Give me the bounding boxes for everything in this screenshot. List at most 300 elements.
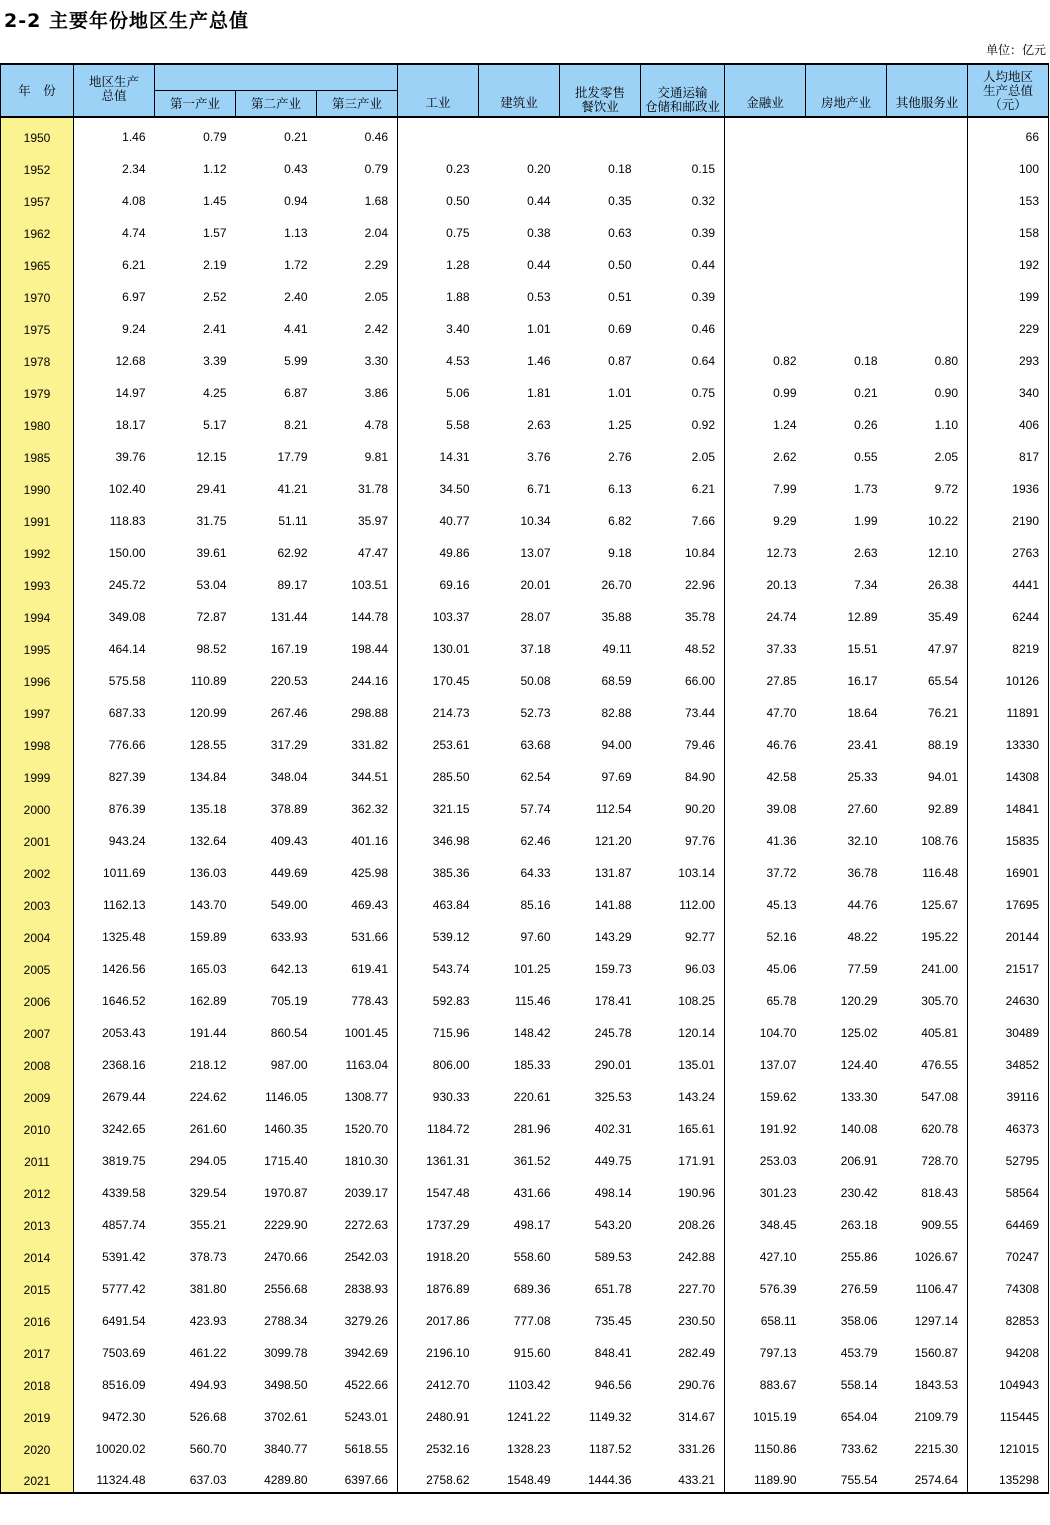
cell-real-estate: 1.99 [854,514,878,528]
cell-construction: 37.18 [520,642,551,656]
cell-transport: 0.39 [691,290,715,304]
cell-gdp: 5391.42 [102,1250,146,1264]
header-finance: 金融业 [725,64,806,117]
cell-per-capita: 817 [968,437,1049,469]
cell-real-estate: 0.55 [854,450,878,464]
cell-tertiary: 5243.01 [344,1410,388,1424]
cell-per-capita: 115445 [968,1397,1049,1429]
cell-gdp: 4857.74 [102,1218,146,1232]
cell-transport: 0.44 [691,258,715,272]
cell-construction: 85.16 [520,898,551,912]
cell-tertiary: 1001.45 [344,1026,388,1040]
cell-wholesale: 0.18 [608,162,632,176]
cell-gdp: 9.24 [122,322,146,336]
cell-industry: 285.50 [398,757,479,789]
cell-per-capita: 16901 [968,853,1049,885]
cell-other-services: 728.70 [921,1154,958,1168]
cell-year: 1980 [1,405,74,437]
cell-secondary: 3498.50 [264,1378,308,1392]
cell-tertiary: 31.78 [357,482,388,496]
cell-year: 2014 [1,1237,74,1269]
cell-construction: 63.68 [520,738,551,752]
table-row [1,1397,1049,1429]
cell-wholesale: 26.70 [601,578,632,592]
header-year: 年 份 [1,64,74,117]
cell-per-capita: 10126 [968,661,1049,693]
table-row [1,149,1049,181]
cell-per-capita: 2763 [968,533,1049,565]
cell-other-services: 116.48 [922,866,958,880]
cell-primary: 355.21 [189,1218,227,1232]
table-row [1,1173,1049,1205]
cell-industry: 34.50 [398,469,479,501]
cell-year: 2000 [1,789,74,821]
cell-tertiary: 4.78 [364,418,388,432]
header-primary: 第一产业 [155,91,236,118]
cell-wholesale: 2.76 [608,450,632,464]
cell-gdp: 18.17 [115,418,146,432]
cell-primary: 560.70 [189,1442,227,1456]
cell-wholesale: 121.20 [594,834,632,848]
cell-real-estate [806,181,887,213]
cell-transport: 433.21 [641,1461,725,1493]
cell-secondary: 4.41 [284,322,308,336]
cell-per-capita: 293 [968,341,1049,373]
cell-wholesale: 290.01 [594,1058,632,1072]
cell-other-services [887,149,968,181]
cell-year: 2012 [1,1173,74,1205]
table-row [1,789,1049,821]
cell-construction: 57.74 [520,802,551,816]
header-per-capita: 人均地区 生产总值 （元） [968,64,1049,117]
header-transport: 交通运输 仓储和邮政业 [641,64,725,117]
cell-per-capita: 121015 [968,1429,1049,1461]
cell-gdp: 7503.69 [102,1346,146,1360]
cell-gdp: 10020.02 [95,1442,146,1456]
cell-industry: 130.01 [398,629,479,661]
cell-year: 1991 [1,501,74,533]
cell-primary: 218.12 [189,1058,227,1072]
cell-per-capita: 66 [968,117,1049,149]
cell-wholesale [560,117,641,149]
cell-other-services: 88.19 [927,738,958,752]
cell-finance: 9.29 [725,501,806,533]
cell-gdp: 12.68 [115,354,146,368]
cell-per-capita: 15835 [968,821,1049,853]
cell-gdp: 4.74 [122,226,146,240]
cell-finance: 52.16 [725,917,806,949]
cell-wholesale: 131.87 [594,866,632,880]
cell-tertiary: 198.44 [351,642,388,656]
table-row [1,1045,1049,1077]
cell-year: 2009 [1,1077,74,1109]
cell-year: 1985 [1,437,74,469]
cell-other-services: 35.49 [927,610,958,624]
cell-per-capita: 135298 [968,1461,1049,1493]
cell-per-capita: 340 [968,373,1049,405]
cell-construction: 1.46 [527,354,551,368]
cell-secondary: 409.43 [270,834,308,848]
cell-wholesale: 6.13 [608,482,632,496]
cell-year: 2004 [1,917,74,949]
cell-gdp: 102.40 [108,482,146,496]
cell-tertiary: 244.16 [351,674,388,688]
cell-wholesale: 141.88 [594,898,632,912]
cell-gdp: 827.39 [108,770,146,784]
cell-construction: 361.52 [513,1154,551,1168]
cell-other-services: 305.70 [921,994,958,1008]
cell-other-services: 94.01 [927,770,958,784]
cell-secondary: 1715.40 [264,1154,308,1168]
cell-secondary: 705.19 [270,994,308,1008]
cell-other-services: 2574.64 [887,1461,968,1493]
cell-secondary: 348.04 [270,770,308,784]
cell-transport: 0.92 [691,418,715,432]
cell-gdp: 150.00 [108,546,146,560]
cell-year: 2018 [1,1365,74,1397]
cell-construction: 777.08 [513,1314,551,1328]
table-row [1,1109,1049,1141]
cell-tertiary: 2.05 [364,290,388,304]
cell-finance: 576.39 [725,1269,806,1301]
cell-finance: 301.23 [725,1173,806,1205]
cell-per-capita: 21517 [968,949,1049,981]
cell-per-capita: 8219 [968,629,1049,661]
cell-real-estate: 120.29 [840,994,878,1008]
table-row [1,1237,1049,1269]
cell-secondary: 267.46 [270,706,308,720]
cell-real-estate: 558.14 [840,1378,878,1392]
cell-secondary: 642.13 [270,962,308,976]
cell-other-services: 476.55 [921,1058,958,1072]
table-row [1,981,1049,1013]
cell-industry: 40.77 [398,501,479,533]
cell-finance: 2.62 [725,437,806,469]
cell-secondary: 6.87 [284,386,308,400]
cell-transport: 73.44 [684,706,715,720]
cell-construction: 20.01 [520,578,551,592]
cell-real-estate: 453.79 [840,1346,878,1360]
cell-per-capita: 74308 [968,1269,1049,1301]
table-row [1,117,1049,149]
cell-wholesale: 848.41 [594,1346,632,1360]
cell-per-capita: 2190 [968,501,1049,533]
cell-other-services: 2109.79 [914,1410,958,1424]
cell-secondary: 987.00 [270,1058,308,1072]
cell-other-services: 76.21 [927,706,958,720]
cell-finance: 1.24 [725,405,806,437]
cell-other-services: 818.43 [921,1186,958,1200]
cell-year: 1996 [1,661,74,693]
cell-industry: 0.23 [398,149,479,181]
cell-transport: 92.77 [684,930,715,944]
cell-other-services: 47.97 [927,642,958,656]
cell-other-services: 195.22 [921,930,958,944]
cell-construction: 101.25 [513,962,551,976]
cell-primary: 637.03 [155,1461,236,1493]
cell-industry: 1361.31 [398,1141,479,1173]
header-wholesale: 批发零售 餐饮业 [560,64,641,117]
cell-wholesale: 6.82 [608,514,632,528]
cell-real-estate: 140.08 [840,1122,878,1136]
cell-industry: 14.31 [398,437,479,469]
cell-secondary: 1970.87 [264,1186,308,1200]
header-spacer [155,64,236,91]
cell-construction: 498.17 [513,1218,551,1232]
cell-tertiary: 9.81 [364,450,388,464]
table-row [1,1077,1049,1109]
cell-primary: 120.99 [189,706,227,720]
cell-industry: 463.84 [398,885,479,917]
cell-wholesale: 543.20 [594,1218,632,1232]
cell-tertiary: 1308.77 [344,1090,388,1104]
cell-other-services [887,117,968,149]
cell-tertiary: 0.46 [364,130,388,144]
cell-primary: 4.25 [203,386,227,400]
cell-industry: 1184.72 [398,1109,479,1141]
cell-year: 1970 [1,277,74,309]
cell-finance: 348.45 [725,1205,806,1237]
cell-transport: 2.05 [691,450,715,464]
cell-finance: 45.13 [725,885,806,917]
cell-finance: 191.92 [725,1109,806,1141]
cell-per-capita: 24630 [968,981,1049,1013]
cell-gdp: 1011.69 [103,866,146,880]
cell-year: 2008 [1,1045,74,1077]
cell-year: 1995 [1,629,74,661]
cell-primary: 72.87 [196,610,227,624]
cell-finance: 0.82 [725,341,806,373]
cell-transport: 120.14 [678,1026,715,1040]
cell-gdp: 1162.13 [103,898,146,912]
cell-year: 2002 [1,853,74,885]
cell-transport: 84.90 [684,770,715,784]
cell-other-services [887,277,968,309]
cell-other-services: 1026.67 [914,1250,958,1264]
cell-real-estate: 48.22 [847,930,878,944]
cell-per-capita: 192 [968,245,1049,277]
table-row [1,213,1049,245]
cell-tertiary: 298.88 [351,706,388,720]
header-real-estate: 房地产业 [806,64,887,117]
cell-year: 2016 [1,1301,74,1333]
cell-other-services: 405.81 [921,1026,958,1040]
cell-secondary: 317.29 [270,738,308,752]
table-row [1,885,1049,917]
cell-industry: 2758.62 [398,1461,479,1493]
cell-wholesale: 1.25 [608,418,632,432]
cell-tertiary: 144.78 [351,610,388,624]
cell-per-capita: 104943 [968,1365,1049,1397]
cell-primary: 128.55 [189,738,227,752]
cell-tertiary: 2.29 [364,258,388,272]
header-gdp: 地区生产 总值 [74,64,155,117]
table-row [1,725,1049,757]
cell-tertiary: 344.51 [351,770,388,784]
cell-tertiary: 47.47 [357,546,388,560]
cell-gdp: 14.97 [115,386,146,400]
cell-real-estate [806,277,887,309]
cell-tertiary: 531.66 [351,930,388,944]
cell-gdp: 687.33 [108,706,146,720]
cell-construction [479,117,560,149]
cell-year: 1993 [1,565,74,597]
cell-year: 1957 [1,181,74,213]
cell-other-services: 125.67 [921,898,958,912]
table-row [1,1461,1049,1493]
cell-per-capita: 1936 [968,469,1049,501]
cell-primary: 1.45 [203,194,227,208]
cell-wholesale: 0.63 [608,226,632,240]
cell-year: 2007 [1,1013,74,1045]
cell-industry [398,117,479,149]
cell-real-estate: 230.42 [840,1186,878,1200]
table-row [1,1429,1049,1461]
cell-transport: 165.61 [678,1122,715,1136]
table-row [1,437,1049,469]
cell-primary: 494.93 [189,1378,227,1392]
cell-construction: 558.60 [513,1250,551,1264]
cell-tertiary: 0.79 [364,162,388,176]
cell-real-estate: 18.64 [847,706,878,720]
cell-per-capita: 46373 [968,1109,1049,1141]
table-row [1,245,1049,277]
cell-transport: 48.52 [684,642,715,656]
cell-transport: 0.39 [691,226,715,240]
cell-transport: 0.46 [691,322,715,336]
cell-secondary: 51.11 [278,514,308,528]
cell-primary: 1.12 [203,162,227,176]
cell-gdp: 39.76 [115,450,146,464]
cell-per-capita: 14308 [968,757,1049,789]
cell-transport: 282.49 [678,1346,715,1360]
cell-secondary: 3702.61 [264,1410,308,1424]
cell-industry: 103.37 [398,597,479,629]
cell-real-estate [806,245,887,277]
cell-real-estate: 0.18 [854,354,878,368]
cell-secondary: 1.72 [284,258,308,272]
cell-construction: 28.07 [520,610,551,624]
cell-real-estate: 36.78 [847,866,878,880]
cell-transport: 90.20 [684,802,715,816]
cell-gdp: 2679.44 [102,1090,146,1104]
cell-construction: 1241.22 [507,1410,551,1424]
cell-industry: 715.96 [398,1013,479,1045]
table-row [1,1365,1049,1397]
cell-primary: 134.84 [189,770,227,784]
cell-construction: 3.76 [527,450,551,464]
cell-finance: 24.74 [725,597,806,629]
cell-per-capita: 58564 [968,1173,1049,1205]
cell-construction: 52.73 [520,706,551,720]
cell-primary: 378.73 [189,1250,227,1264]
cell-finance: 883.67 [725,1365,806,1397]
cell-transport: 6.21 [691,482,715,496]
table-row [1,501,1049,533]
cell-finance: 65.78 [725,981,806,1013]
cell-primary: 136.03 [189,866,227,880]
cell-transport: 0.15 [691,162,715,176]
cell-per-capita: 39116 [968,1077,1049,1109]
cell-secondary: 2556.68 [264,1282,308,1296]
cell-secondary: 2.40 [284,290,308,304]
cell-finance: 37.72 [725,853,806,885]
cell-transport: 230.50 [678,1314,715,1328]
cell-gdp: 1426.56 [102,962,146,976]
cell-primary: 12.15 [196,450,227,464]
cell-primary: 165.03 [189,962,227,976]
cell-transport: 79.46 [684,738,715,752]
cell-finance: 0.99 [725,373,806,405]
cell-primary: 98.52 [196,642,227,656]
header-industry: 工业 [398,64,479,117]
cell-construction: 1548.49 [479,1461,560,1493]
cell-secondary: 860.54 [270,1026,308,1040]
cell-industry: 3.40 [398,309,479,341]
cell-per-capita: 153 [968,181,1049,213]
cell-year: 2010 [1,1109,74,1141]
cell-per-capita: 64469 [968,1205,1049,1237]
cell-other-services [887,213,968,245]
cell-construction: 915.60 [513,1346,551,1360]
cell-wholesale: 449.75 [594,1154,632,1168]
cell-primary: 29.41 [196,482,227,496]
cell-year: 1950 [1,117,74,149]
cell-wholesale: 946.56 [594,1378,632,1392]
cell-tertiary: 6397.66 [317,1461,398,1493]
cell-construction: 689.36 [513,1282,551,1296]
cell-transport: 227.70 [678,1282,715,1296]
cell-construction: 62.54 [520,770,551,784]
cell-construction: 1328.23 [507,1442,551,1456]
header-other-services: 其他服务业 [887,64,968,117]
cell-per-capita: 4441 [968,565,1049,597]
cell-transport: 35.78 [684,610,715,624]
cell-primary: 423.93 [189,1314,227,1328]
cell-per-capita: 20144 [968,917,1049,949]
cell-real-estate [806,309,887,341]
cell-primary: 2.19 [203,258,227,272]
cell-real-estate: 276.59 [840,1282,878,1296]
cell-gdp: 3242.65 [102,1122,146,1136]
cell-real-estate: 15.51 [847,642,878,656]
cell-construction: 220.61 [513,1090,551,1104]
table-row [1,757,1049,789]
cell-other-services: 9.72 [934,482,958,496]
cell-finance: 1150.86 [725,1429,806,1461]
table-row [1,533,1049,565]
cell-industry: 1918.20 [398,1237,479,1269]
cell-real-estate: 23.41 [847,738,878,752]
cell-construction: 185.33 [513,1058,551,1072]
cell-finance: 27.85 [725,661,806,693]
cell-gdp: 776.66 [108,738,146,752]
cell-secondary: 1146.05 [265,1090,308,1104]
cell-secondary: 131.44 [270,610,308,624]
cell-real-estate: 125.02 [840,1026,878,1040]
cell-tertiary: 778.43 [351,994,388,1008]
table-row [1,565,1049,597]
table-row [1,1205,1049,1237]
cell-other-services: 2.05 [934,450,958,464]
cell-construction: 0.44 [527,194,551,208]
table-row [1,1141,1049,1173]
cell-gdp: 349.08 [108,610,146,624]
cell-year: 2021 [1,1461,74,1493]
cell-transport: 7.66 [691,514,715,528]
cell-gdp: 9472.30 [102,1410,146,1424]
cell-wholesale: 1187.52 [589,1442,632,1456]
